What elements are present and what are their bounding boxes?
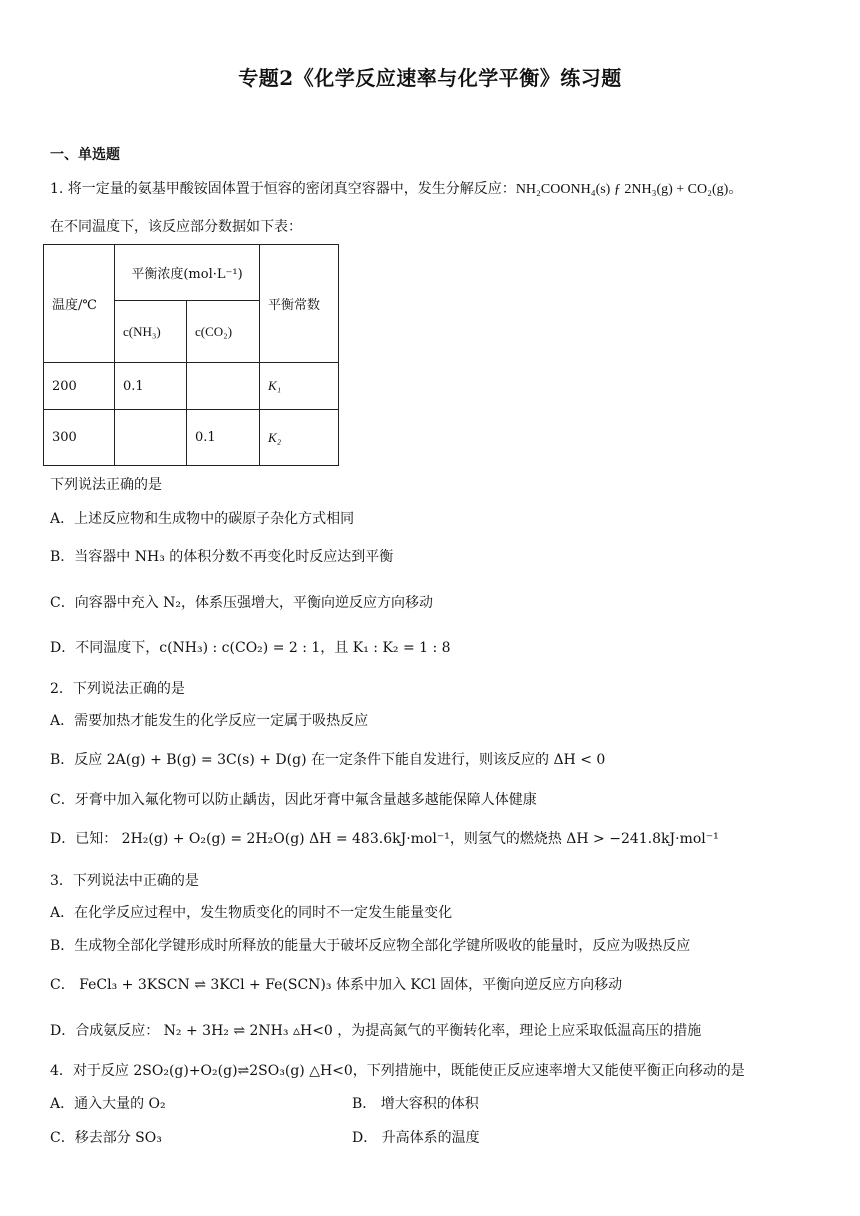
q2-option-d: D．已知： 2H₂(g) + O₂(g) = 2H₂O(g) ΔH = 483.6kJ·mol⁻¹，则氢气的燃烧热 ΔH > −241.8kJ·mol⁻¹ xyxy=(50,831,719,847)
q1-stem-2: 在不同温度下，该反应部分数据如下表： xyxy=(50,219,302,235)
cell-temp: 200 xyxy=(44,363,115,410)
q1-option-c: C．向容器中充入 N₂，体系压强增大，平衡向逆反应方向移动 xyxy=(50,595,434,611)
q3-option-b: B．生成物全部化学键形成时所释放的能量大于破坏反应物全部化学键所吸收的能量时，反应为吸热反应 xyxy=(50,938,691,954)
q1-option-b: B．当容器中 NH₃ 的体积分数不再变化时反应达到平衡 xyxy=(50,549,394,565)
q2-option-b: B．反应 2A(g) + B(g) = 3C(s) + D(g) 在一定条件下能自发进行，则该反应的 ΔH < 0 xyxy=(50,752,606,768)
q4-option-c: C．移去部分 SO₃ xyxy=(50,1130,162,1146)
q1-option-a: A．上述反应物和生成物中的碳原子杂化方式相同 xyxy=(50,511,355,527)
cell-temp: 300 xyxy=(44,410,115,466)
table-row xyxy=(44,363,339,410)
header-equilibrium-constant: 平衡常数 xyxy=(260,245,339,363)
q1-stem xyxy=(50,180,742,199)
q3-stem: 3．下列说法中正确的是 xyxy=(50,873,199,889)
section-heading: 一、单选题 xyxy=(50,147,120,163)
q1-stem-text: 1. 将一定量的氨基甲酸铵固体置于恒容的密闭真空容器中，发生分解反应： xyxy=(50,181,516,197)
cell-co2: 0.1 xyxy=(187,410,260,466)
q4-option-a: A．通入大量的 O₂ xyxy=(50,1096,166,1112)
q1-equation: NH₂COONH₄(s) ƒ 2NH₃(g) + CO₂(g) xyxy=(515,182,729,197)
cell-nh3: 0.1 xyxy=(115,363,187,410)
header-c-nh3: c(NH₃) xyxy=(115,301,187,363)
header-equilibrium-concentration: 平衡浓度(mol·L⁻¹) xyxy=(115,245,260,301)
header-c-co2: c(CO₂) xyxy=(187,301,260,363)
cell-k: K₂ xyxy=(260,410,339,466)
q2-stem: 2．下列说法正确的是 xyxy=(50,681,185,697)
q3-option-d: D．合成氨反应： N₂ + 3H₂ ⇌ 2NH₃ ▵H<0 ，为提高氮气的平衡转化率，理论上应采取低温高压的措施 xyxy=(50,1023,702,1039)
cell-nh3 xyxy=(115,410,187,466)
q2-option-a: A．需要加热才能发生的化学反应一定属于吸热反应 xyxy=(50,713,369,729)
q2-option-c: C．牙膏中加入氟化物可以防止龋齿，因此牙膏中氟含量越多越能保障人体健康 xyxy=(50,792,537,808)
q4-option-d: D． 升高体系的温度 xyxy=(352,1130,480,1146)
q3-option-c: C． FeCl₃ + 3KSCN ⇌ 3KCl + Fe(SCN)₃ 体系中加入 KCl 固体，平衡向逆反应方向移动 xyxy=(50,977,623,993)
q4-option-b: B． 增大容积的体积 xyxy=(352,1096,479,1112)
page-title: 专题2《化学反应速率与化学平衡》练习题 xyxy=(238,66,622,90)
q1-stem-end: 。 xyxy=(728,181,743,197)
q3-option-a: A．在化学反应过程中，发生物质变化的同时不一定发生能量变化 xyxy=(50,905,453,921)
table-row xyxy=(44,410,339,466)
q1-option-d: D．不同温度下，c(NH₃) : c(CO₂) = 2 : 1，且 K₁ : K₂ = 1 : 8 xyxy=(50,640,451,656)
q4-stem: 4．对于反应 2SO₂(g)+O₂(g)⇌2SO₃(g) △H<0，下列措施中，既能使正反应速率增大又能使平衡正向移动的是 xyxy=(50,1063,745,1079)
header-temperature: 温度/℃ xyxy=(44,245,115,363)
q1-prompt: 下列说法正确的是 xyxy=(50,477,162,493)
q1-data-table xyxy=(43,244,339,466)
cell-k: K₁ xyxy=(260,363,339,410)
cell-co2 xyxy=(187,363,260,410)
